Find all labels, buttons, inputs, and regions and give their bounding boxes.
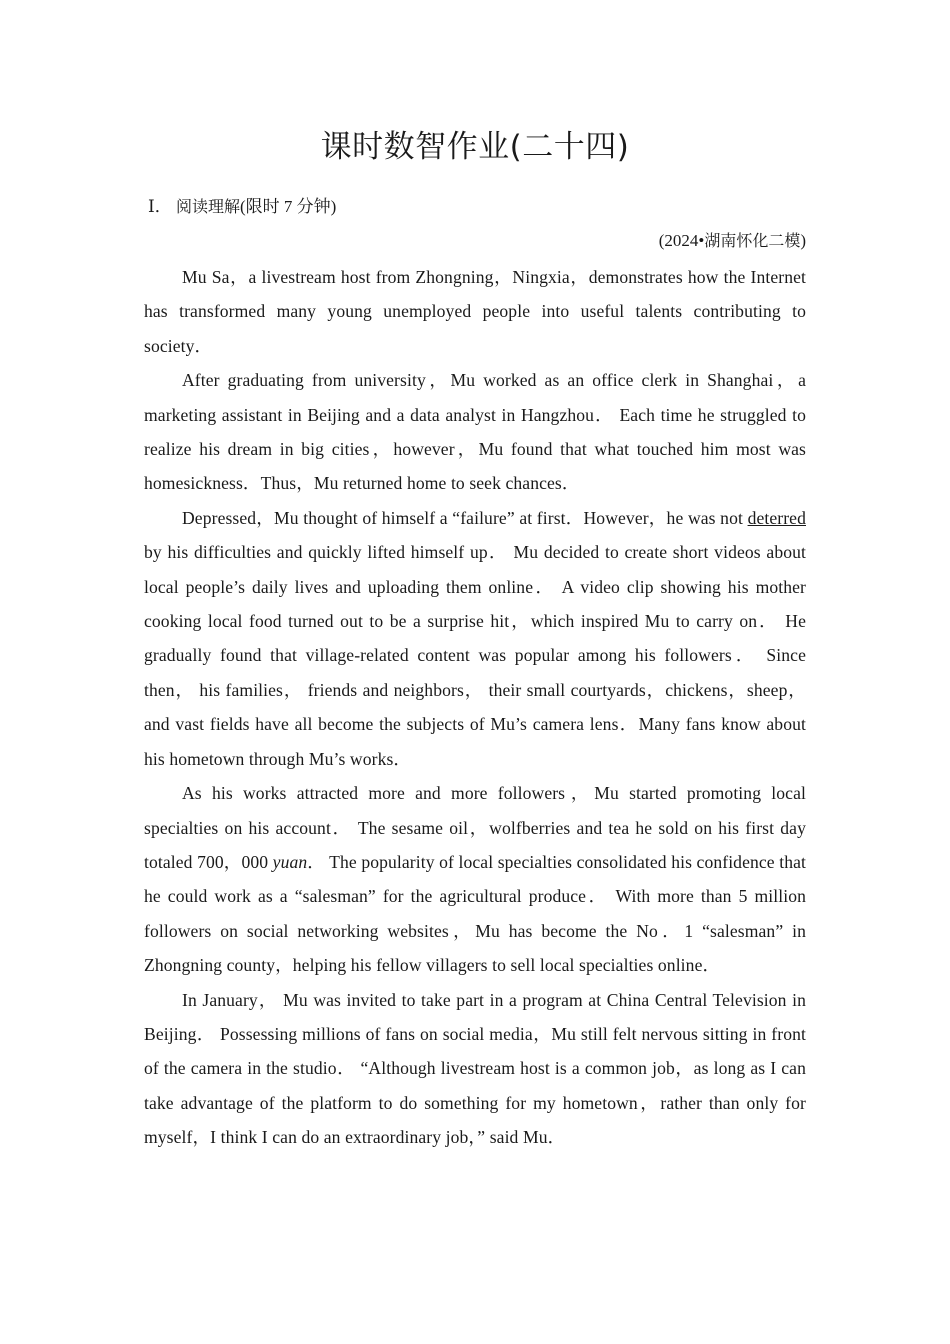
paragraph-4-text-b: ． The popularity of local specialties consolidated his confidence that he could work as a “salesman” for the agricultural produce． With more than 5 million followers on social networking websites，Mu has become the No．1 “salesman” in Zhongning county，helping his fellow villagers to sell local specialties online． <box>144 851 806 976</box>
source-close: ) <box>800 231 806 250</box>
paragraph-1: Mu Sa，a livestream host from Zhongning，Ningxia，demonstrates how the Internet has transformed many young unemployed people into useful talents contributing to society． <box>144 267 806 356</box>
paragraph-5: In January， Mu was invited to take part in a program at China Central Television in Beijing． Possessing millions of fans on social media，Mu still felt nervous sitting in front of the camera in the studio． “Although livestream host is a common job，as long as I can take advantage of the platform to do something for my hometown，rather than only for myself，I think I can do an extraordinary job，” said Mu． <box>144 989 806 1148</box>
paragraph-3 <box>144 501 806 776</box>
italic-word: yuan <box>272 851 308 872</box>
source-region: 湖南怀化二模 <box>704 231 801 250</box>
section-heading <box>144 194 806 220</box>
paragraph-4-text-a: As his works attracted more and more followers，Mu started promoting local specialties on his account． The sesame oil，wolfberries and tea he sold on his first day totaled 700，000 <box>144 783 806 872</box>
underlined-word: deterred <box>747 507 806 528</box>
paragraph-3-text-a: Depressed，Mu thought of himself a “failure” at first．However，he was not <box>182 507 748 528</box>
source-citation <box>144 228 806 254</box>
document-page <box>144 122 806 1155</box>
source-year: (2024 <box>658 231 699 250</box>
source-separator: • <box>698 231 705 250</box>
section-title: 阅读理解 <box>175 197 240 216</box>
paragraph-3-text-b: by his difficulties and quickly lifted himself up． Mu decided to create short videos about local people’s daily lives and uploading them online． A video clip showing his mother cooking local food turned out to be a surprise hit，which inspired Mu to carry on． He gradually found that village-related content was popular among his followers． Since then， his families， friends and neighbors， their small courtyards，chickens，sheep，and vast fields have all become the subjects of Mu’s camera lens．Many fans know about his hometown through Mu’s works． <box>144 542 806 769</box>
page-title: 课时数智作业(二十四) <box>320 129 630 165</box>
section-time-limit: (限时 7 分钟) <box>239 197 337 216</box>
paragraph-2: After graduating from university，Mu worked as an office clerk in Shanghai，a marketing assistant in Beijing and a data analyst in Hangzhou． Each time he struggled to realize his dream in big cities，however，Mu found that what touched him most was homesickness．Thus，Mu returned home to seek chances． <box>144 370 806 494</box>
section-number: Ⅰ． <box>148 197 172 216</box>
paragraph-4 <box>144 776 806 982</box>
